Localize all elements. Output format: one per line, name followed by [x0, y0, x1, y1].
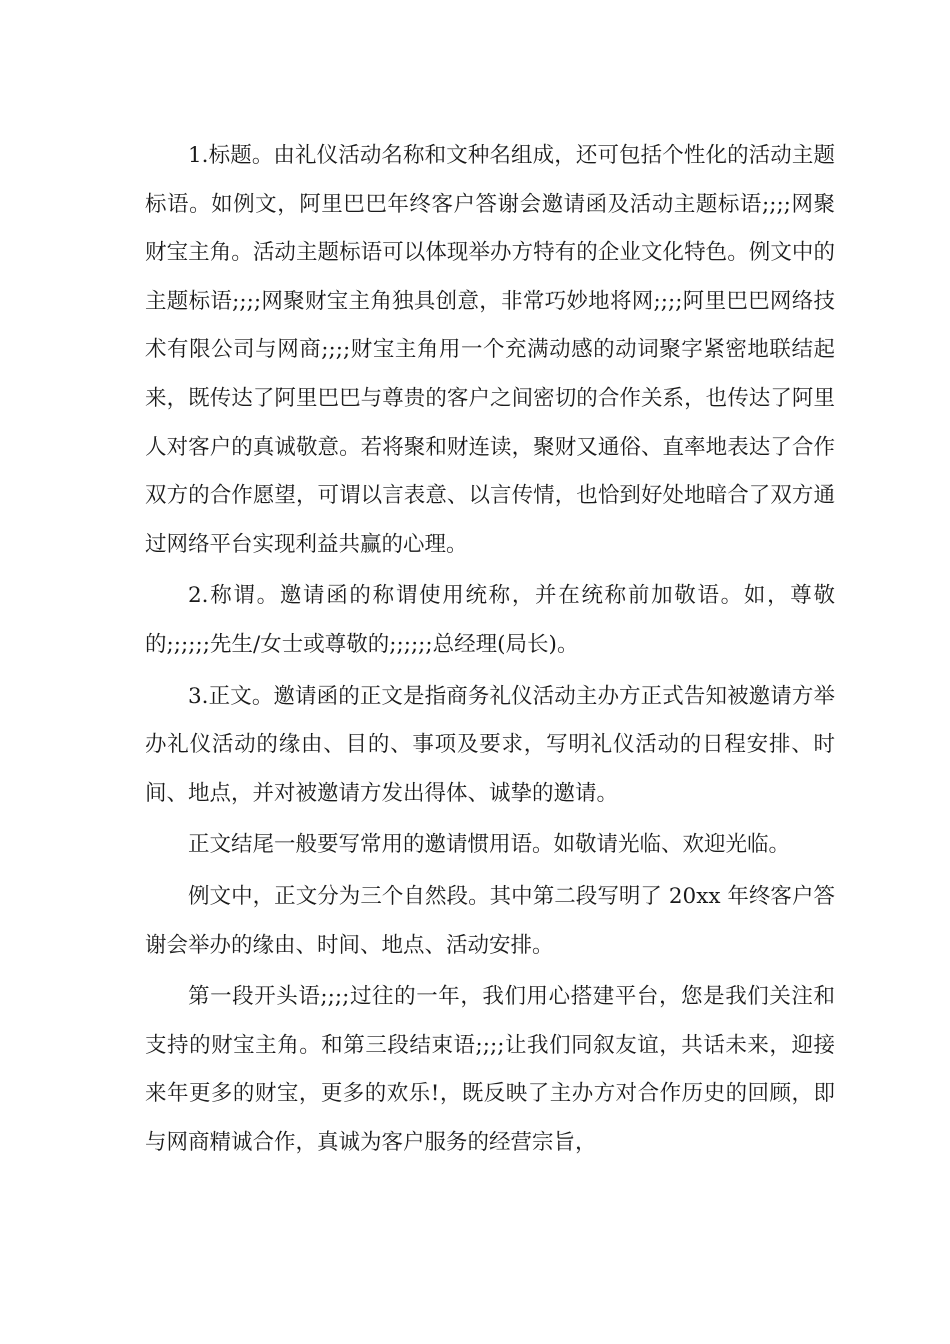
document-page — [145, 132, 835, 1170]
paragraph-example-structure: 例文中，正文分为三个自然段。其中第二段写明了 20xx 年终客户答谢会举办的缘由、时间、地点、活动安排。 — [145, 883, 835, 958]
paragraph-title-section: 1.标题。由礼仪活动名称和文种名组成，还可包括个性化的活动主题标语。如例文，阿里巴巴年终客户答谢会邀请函及活动主题标语;;;;网聚财宝主角。活动主题标语可以体现举办方特有的企业文化特色。例文中的主题标语;;;;网聚财宝主角独具创意，非常巧妙地将网;;;;阿里巴巴网络技术有限公司与网商;;;;财宝主角用一个充满动感的动词聚字紧密地联结起来，既传达了阿里巴巴与尊贵的客户之间密切的合作关系，也传达了阿里人对客户的真诚敬意。若将聚和财连读，聚财又通俗、直率地表达了合作双方的合作愿望，可谓以言表意、以言传情，也恰到好处地暗合了双方通过网络平台实现利益共赢的心理。 — [145, 143, 835, 557]
paragraph-salutation-section: 2.称谓。邀请函的称谓使用统称，并在统称前加敬语。如，尊敬的;;;;;;先生/女士或尊敬的;;;;;;总经理(局长)。 — [145, 583, 835, 657]
paragraph-closing-phrase: 正文结尾一般要写常用的邀请惯用语。如敬请光临、欢迎光临。 — [188, 832, 791, 858]
paragraph-body-section: 3.正文。邀请函的正文是指商务礼仪活动主办方正式告知被邀请方举办礼仪活动的缘由、目的、事项及要求，写明礼仪活动的日程安排、时间、地点，并对被邀请方发出得体、诚挚的邀请。 — [145, 683, 835, 806]
paragraph-opening-analysis: 第一段开头语;;;;过往的一年，我们用心搭建平台，您是我们关注和支持的财宝主角。和第三段结束语;;;;让我们同叙友谊，共话未来，迎接来年更多的财宝，更多的欢乐!，既反映了主办方对合作历史的回顾，即与网商精诚合作，真诚为客户服务的经营宗旨， — [145, 984, 835, 1155]
